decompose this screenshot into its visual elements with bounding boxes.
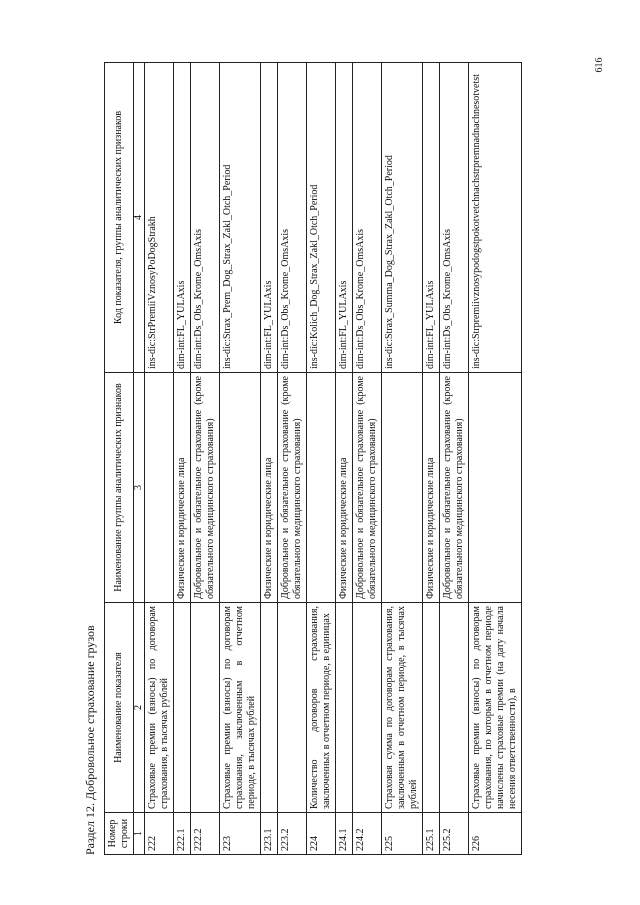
code-cell: dim-int:Ds_Obs_Krome_OmsAxis [440, 63, 469, 373]
header-row [105, 63, 134, 855]
header-indicator-name: Наименование показателя [105, 603, 134, 813]
row-number-cell: 223.2 [278, 813, 307, 855]
code-cell: dim-int:Ds_Obs_Krome_OmsAxis [353, 63, 382, 373]
group-name-cell: Добровольное и обязательное страхование (кроме обязательного медицинского страхования) [278, 373, 307, 603]
indicator-name-cell [261, 603, 278, 813]
code-cell: ins-dic:Kolich_Dog_Strax_Zakl_Otch_Period [307, 63, 336, 373]
table-row [353, 63, 382, 855]
row-number-cell: 225 [382, 813, 423, 855]
row-number-cell: 222.2 [191, 813, 220, 855]
table-row [307, 63, 336, 855]
code-cell: dim-int:FL_YULAxis [261, 63, 278, 373]
code-cell: ins-dic:Strpremiivznosypodogstpokotvetchnachstrpremnadnachnesotvetst [469, 63, 522, 373]
header-code: Код показателя, группы аналитических признаков [105, 63, 134, 373]
code-cell: dim-int:Ds_Obs_Krome_OmsAxis [191, 63, 220, 373]
group-name-cell: Добровольное и обязательное страхование (кроме обязательного медицинского страхования) [440, 373, 469, 603]
group-name-cell: Физические и юридические лица [261, 373, 278, 603]
table-row [278, 63, 307, 855]
code-cell: dim-int:FL_YULAxis [423, 63, 440, 373]
table-row [174, 63, 191, 855]
table-row [423, 63, 440, 855]
page-number: 616 [594, 57, 605, 73]
row-number-cell: 224.1 [336, 813, 353, 855]
indicator-name-cell: Страховые премии (взносы) по договорам страхования, по которым в отчетном периоде начислены страховые премии (на дату начала несения ответственности), в [469, 603, 522, 813]
code-cell: dim-int:FL_YULAxis [174, 63, 191, 373]
group-name-cell: Добровольное и обязательное страхование (кроме обязательного медицинского страхования) [191, 373, 220, 603]
table-body [145, 63, 522, 855]
indicator-name-cell [423, 603, 440, 813]
group-name-cell [145, 373, 174, 603]
group-name-cell: Физические и юридические лица [336, 373, 353, 603]
row-number-cell: 223.1 [261, 813, 278, 855]
indicator-name-cell [278, 603, 307, 813]
column-number: 2 [134, 603, 145, 813]
row-number-cell: 226 [469, 813, 522, 855]
indicator-name-cell: Страховые премии (взносы) по договорам страхования, в тысячах рублей [145, 603, 174, 813]
code-cell: ins-dic:Strax_Summa_Dog_Strax_Zakl_Otch_Period [382, 63, 423, 373]
section-title: Раздел 12. Добровольное страхование грузов [83, 625, 97, 855]
group-name-cell [220, 373, 261, 603]
rotated-page [80, 55, 590, 855]
table-row [145, 63, 174, 855]
row-number-cell: 224 [307, 813, 336, 855]
indicator-name-cell [353, 603, 382, 813]
table-row [191, 63, 220, 855]
row-number-cell: 222.1 [174, 813, 191, 855]
table-row [469, 63, 522, 855]
table-row [440, 63, 469, 855]
group-name-cell: Добровольное и обязательное страхование (кроме обязательного медицинского страхования) [353, 373, 382, 603]
indicator-name-cell [174, 603, 191, 813]
column-number: 4 [134, 63, 145, 373]
indicator-name-cell [191, 603, 220, 813]
column-number: 3 [134, 373, 145, 603]
group-name-cell [382, 373, 423, 603]
table-row [382, 63, 423, 855]
row-number-cell: 222 [145, 813, 174, 855]
group-name-cell [307, 373, 336, 603]
column-number: 1 [134, 813, 145, 855]
code-cell: dim-int:FL_YULAxis [336, 63, 353, 373]
table-row [336, 63, 353, 855]
group-name-cell: Физические и юридические лица [423, 373, 440, 603]
group-name-cell [469, 373, 522, 603]
indicator-table [104, 62, 522, 855]
indicator-name-cell: Количество договоров страхования, заключенных в отчетном периоде, в единицах [307, 603, 336, 813]
indicator-name-cell [336, 603, 353, 813]
indicator-name-cell: Страховые премии (взносы) по договорам страхования, заключенным в отчетном периоде, в тысячах рублей [220, 603, 261, 813]
code-cell: ins-dic:StrPremiiVznosyPoDogStrakh [145, 63, 174, 373]
code-cell: dim-int:Ds_Obs_Krome_OmsAxis [278, 63, 307, 373]
header-group-name: Наименование группы аналитических признаков [105, 373, 134, 603]
indicator-name-cell: Страховая сумма по договорам страхования, заключенным в отчетном периоде, в тысячах рублей [382, 603, 423, 813]
row-number-cell: 224.2 [353, 813, 382, 855]
indicator-name-cell [440, 603, 469, 813]
group-name-cell: Физические и юридические лица [174, 373, 191, 603]
table-row [220, 63, 261, 855]
row-number-cell: 225.2 [440, 813, 469, 855]
row-number-cell: 223 [220, 813, 261, 855]
header-row-number: Номер строки [105, 813, 134, 855]
row-number-cell: 225.1 [423, 813, 440, 855]
code-cell: ins-dic:Strax_Prem_Dog_Strax_Zakl_Otch_Period [220, 63, 261, 373]
column-number-row [134, 63, 145, 855]
table-row [261, 63, 278, 855]
